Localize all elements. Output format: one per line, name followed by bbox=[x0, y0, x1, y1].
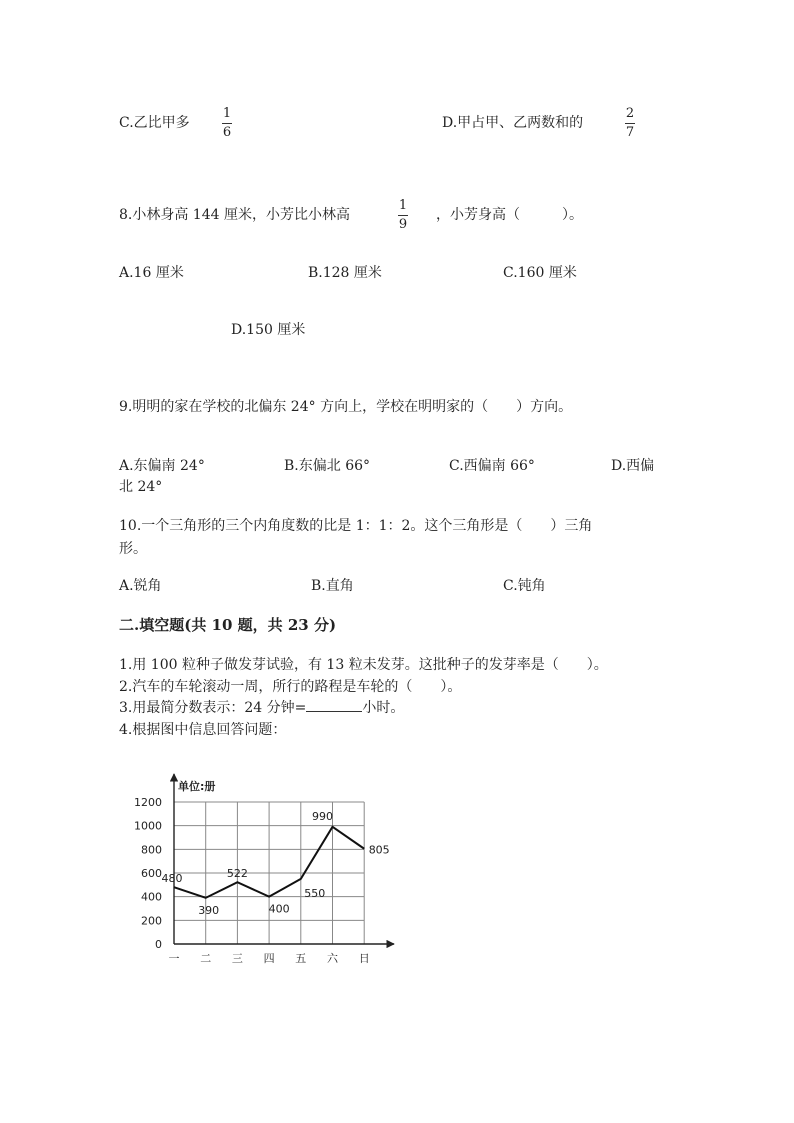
fraction-numerator: 2 bbox=[625, 106, 635, 121]
q8-option-d: D.150 厘米 bbox=[231, 322, 306, 338]
q9-stem: 9.明明的家在学校的北偏东 24° 方向上，学校在明明家的（ ）方向。 bbox=[119, 399, 573, 415]
line-chart bbox=[130, 768, 430, 968]
fraction-denominator: 9 bbox=[398, 217, 408, 232]
q7-option-d-fraction bbox=[625, 106, 635, 141]
fill-item-3-text-a: 3.用最简分数表示：24 分钟= bbox=[119, 700, 307, 716]
q8-option-a: A.16 厘米 bbox=[119, 265, 184, 281]
data-label: 522 bbox=[226, 867, 248, 881]
fraction-numerator: 1 bbox=[398, 198, 408, 213]
q7-option-d-text: D.甲占甲、乙两数和的 bbox=[442, 115, 584, 131]
fill-item-2: 2.汽车的车轮滚动一周，所行的路程是车轮的（ ）。 bbox=[119, 679, 462, 695]
fill-item-1: 1.用 100 粒种子做发芽试验，有 13 粒未发芽。这批种子的发芽率是（ ）。 bbox=[119, 657, 608, 673]
q8-option-c: C.160 厘米 bbox=[503, 265, 577, 281]
y-tick-label: 1200 bbox=[134, 796, 162, 809]
q10-option-c: C.钝角 bbox=[503, 578, 546, 594]
q10-stem-line1: 10.一个三角形的三个内角度数的比是 1：1：2。这个三角形是（ ）三角 bbox=[119, 518, 593, 534]
answer-blank bbox=[306, 697, 362, 712]
fill-item-3 bbox=[119, 697, 404, 717]
q8-option-b: B.128 厘米 bbox=[308, 265, 382, 281]
x-tick-label: 二 bbox=[200, 952, 212, 965]
q9-option-c: C.西偏南 66° bbox=[449, 458, 535, 474]
q7-option-c-text: C.乙比甲多 bbox=[119, 115, 190, 131]
q8-fraction bbox=[398, 198, 408, 233]
q10-stem-line2: 形。 bbox=[119, 541, 147, 557]
q9-option-a: A.东偏南 24° bbox=[119, 458, 205, 474]
section2-heading: 二.填空题(共 10 题，共 23 分) bbox=[119, 616, 337, 634]
chart-title: 单位:册 bbox=[178, 780, 216, 793]
fraction-bar bbox=[222, 123, 232, 124]
q8-stem-b: ，小芳身高（ ）。 bbox=[436, 207, 583, 223]
fill-item-3-text-b: 小时。 bbox=[362, 700, 405, 716]
data-label: 990 bbox=[312, 809, 333, 823]
fraction-numerator: 1 bbox=[222, 106, 232, 121]
q8-stem-a: 8.小林身高 144 厘米，小芳比小林高 bbox=[119, 207, 350, 223]
fraction-denominator: 6 bbox=[222, 125, 232, 140]
y-tick-labels bbox=[134, 796, 162, 951]
x-tick-label: 一 bbox=[168, 952, 180, 965]
data-label: 400 bbox=[268, 902, 290, 916]
q10-option-b: B.直角 bbox=[311, 578, 354, 594]
y-tick-label: 1000 bbox=[134, 819, 162, 833]
y-tick-label: 0 bbox=[155, 938, 162, 951]
x-tick-label: 日 bbox=[358, 952, 370, 965]
y-tick-label: 200 bbox=[141, 914, 162, 928]
y-tick-label: 600 bbox=[141, 867, 162, 880]
x-tick-label: 六 bbox=[327, 952, 338, 965]
q9-option-b: B.东偏北 66° bbox=[284, 458, 371, 474]
q9-option-d: D.西偏 bbox=[611, 458, 655, 474]
fill-item-4: 4.根据图中信息回答问题： bbox=[119, 722, 287, 738]
q9-option-d-wrap: 北 24° bbox=[119, 479, 163, 495]
data-label: 550 bbox=[304, 886, 326, 900]
y-tick-label: 400 bbox=[141, 890, 162, 904]
chart-grid bbox=[174, 802, 364, 944]
fraction-bar bbox=[398, 215, 408, 216]
q7-option-d bbox=[442, 112, 583, 132]
x-tick-label: 五 bbox=[295, 952, 307, 965]
fraction-bar bbox=[625, 123, 635, 124]
data-label: 480 bbox=[161, 872, 183, 886]
x-tick-label: 三 bbox=[231, 952, 243, 965]
q7-option-c-fraction bbox=[222, 106, 232, 141]
data-label: 805 bbox=[368, 843, 390, 857]
y-tick-label: 800 bbox=[141, 843, 162, 857]
fraction-denominator: 7 bbox=[625, 125, 635, 140]
x-tick-label: 四 bbox=[263, 952, 275, 965]
q7-option-c bbox=[119, 112, 190, 132]
q10-option-a: A.锐角 bbox=[119, 578, 162, 594]
x-tick-labels bbox=[169, 952, 370, 965]
data-label: 390 bbox=[198, 903, 220, 917]
